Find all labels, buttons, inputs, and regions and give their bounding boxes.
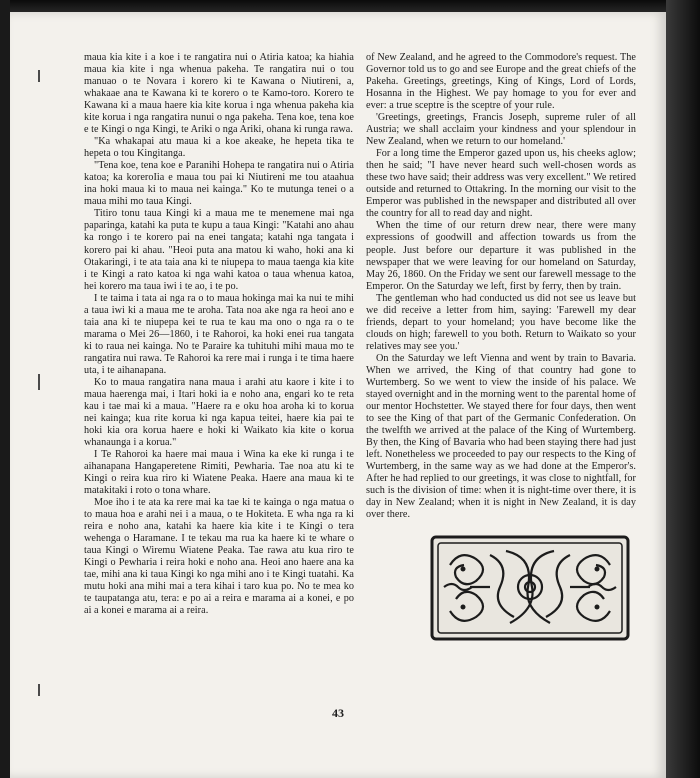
english-paragraph: of New Zealand, and he agreed to the Commodore's request. The Governor told us to go and see Europe and the great chiefs of the Pakeha. Greetings, greetings, King of Kings, Lord of Lords, Hosanna in the Highest. We pay homage to you for ever and ever: a true sceptre is the sceptre of your rule.	[366, 52, 636, 112]
english-text-column	[366, 52, 636, 692]
margin-mark	[38, 374, 40, 390]
maori-paragraph: Moe iho i te ata ka rere mai ka tae ki te kainga o nga matua o to maua hoa e arahi nei i a maua, o te Hokiteta. E wha nga ra ki reira e noho ana, katahi ka haere kia kite i te Kingi o tera wehenga o Haramane. I te tekau ma rua ka haere ki te whare o taua Kingi o Wiremu Wiatene Peaka. Tae rawa atu kua riro te Kingi o Pewharia i reira hoki e noho ana. Heoi ano haere ana ka tae, mihi ana ki taua Kingi ko nga mihi ano i te Kingi tuatahi. Ka mutu hoki ana mihi mai a tera kihai i taro kua po. No te mea ko te taupatanga atu, tera: e po ai a reira e marama ai a konei, e po ai a konei e marama ai a reira.	[84, 497, 354, 617]
english-paragraph: For a long time the Emperor gazed upon us, his cheeks aglow; then he said; "I have never heard such well-chosen words as these two have said; their address was very excellent." We retired outside and returned to Ottakring. In the morning our visit to the Emperor was published in the newspaper and distributed all over the country for all to read day and night.	[366, 148, 636, 220]
book-page	[10, 12, 666, 778]
english-paragraph: The gentleman who had conducted us did not see us leave but we did receive a letter from him, saying: 'Farewell my dear friends, depart to your homeland; you have become like the clouds on high; farewell to you both. Return to Waikato so your relatives may see you.'	[366, 292, 636, 352]
maori-text-column	[84, 52, 354, 692]
maori-paragraph: I Te Rahoroi ka haere mai maua i Wina ka eke ki runga i te aihanapana Hangaperetene Rimiti, Pewharia. Tae noa atu ki te Kingi o reira kua riro ki Wiatene Peaka. Haere ana maua ki te matakitaki i roto o tona whare.	[84, 449, 354, 497]
maori-paragraph: maua kia kite i a koe i te rangatira nui o Atiria katoa; ka hiahia maua kia kite i nga whenua pakeha. Te rangatira nui o tou manuao o te Novara i korero ki te Kawana o Niutireni, a, whakaae ana te Kawana ki te korero o te Kamo-toro. Korero te Kawana ki a maua haere kia kite korua i nga whenua pakeha kia kite korua i nga rangatira nunui o nga pakeha. Tena koe, tena koe e te Kingi o nga Kingi, te Ariki o nga Ariki, ohana ki runga rawa.	[84, 52, 354, 136]
maori-paragraph: "Tena koe, tena koe e Paranihi Hohepa te rangatira nui o Atiria katoa; ka koreroIia e maua tou pai ki Niutireni me tou ataahua ina hoki maua ki to maua nei kainga." Ko te mutunga tenei o a maua mihi mo taua Kingi.	[84, 160, 354, 208]
maori-paragraph: Ko to maua rangatira nana maua i arahi atu kaore i kite i to maua haerenga mai, i Itari hoki ia e noho ana, engari ko te reta kau i tae mai ki a maua. "Haere ra e oku hoa aroha ki to korua nei kainga; kua rite korua ki nga kapua teitei, haere kia pai te hoki kia ora korua haere e hoki ki Waikato kia kite o korua whanaunga i a korua."	[84, 376, 354, 448]
scan-border-right	[666, 0, 700, 778]
page-number: 43	[332, 706, 344, 720]
english-paragraph: When the time of our return drew near, there were many expressions of goodwill and affection towards us from the people. Just before our departure it was published in the newspaper that we were leaving for our homeland on Saturday, May 26, 1860. On the Friday we sent our farewell message to the Emperor. On the Saturday we left, first by ferry, then by train.	[366, 220, 636, 292]
maori-paragraph: Titiro tonu taua Kingi ki a maua me te menemene mai nga paparinga, katahi ka puta te kupu a taua Kingi: "Katahi ano ahau ka rongo i te korero pai na enei tangata; katahi nga tangata i korero pai ki ahau. "Heoi puta ana matou ki waho, hoki ana ki Otakaringi, i te ata taia ana ki te niupepa to maua taenga kia kite i te Kingi a rato katoa ki nga wahi katoa o taua whenua katoa, hei korero ma taua iwi i te ao, i te po.	[84, 208, 354, 292]
maori-paragraph: "Ka whakapai atu maua ki a koe akeake, he hepeta tika te hepeta o tou Kingitanga.	[84, 136, 354, 160]
maori-paragraph: I te taima i tata ai nga ra o to maua hokinga mai ka nui te mihi a taua iwi ki a maua me te aroha. Tata noa ake nga ra heoi ano e taia ana ki te niupepa kei te rua te kau ma ono o nga ra o te marama o Mei 26—1860, i te Rahoroi, ka hoki enei rua tangata ki to raua nei kainga. No te Paraire ka tuhituhi mihi maua mo te rangatira nui rawa. Te Rahoroi ka rere mai i runga i te tima haere uta, i te aihanapana.	[84, 292, 354, 376]
maori-carving-panel-icon	[430, 535, 630, 641]
margin-mark	[38, 684, 40, 696]
text-columns	[84, 52, 638, 692]
english-paragraphs	[366, 52, 636, 521]
margin-mark	[38, 70, 40, 82]
english-paragraph: 'Greetings, greetings, Francis Joseph, supreme ruler of all Austria; we shall acclaim your kindness and your splendour in New Zealand, when we return to our homeland.'	[366, 112, 636, 148]
english-paragraph: On the Saturday we left Vienna and went by train to Bavaria. When we arrived, the King of that country had gone to Wurtemberg. So we went to view the inside of his palace. We stayed overnight and in the morning went to the parental home of our mentor Hochstetter. We stayed there for four days, then went to see the King of that part of the Germanic Confederation. On the twelfth we arrived at the palace of the King of Wurtemberg. By then, the King of Bavaria who had been staying there had just left. Nonetheless we proceeded to pay our respects to the King of Wurtemberg, in the same way as we had done at the Emperor's. After he had replied to our greetings, it was close to nightfall, for such is the division of time: when it is night-time over there, it is day in New Zealand; when it is night in New Zealand, it is day over there.	[366, 352, 636, 521]
scan-border-left	[0, 0, 10, 778]
